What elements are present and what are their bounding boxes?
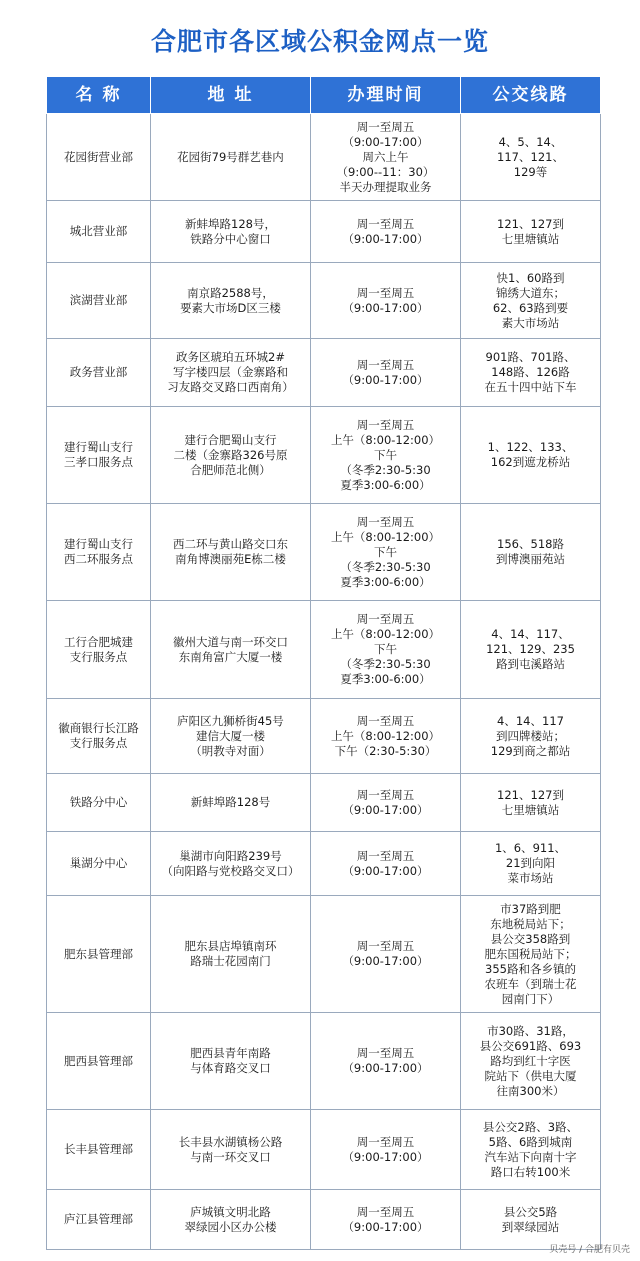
bus-route-cell-line: 到博澳丽苑站 [496, 552, 565, 566]
hours-cell-line: 周一至周五 [356, 216, 415, 231]
hours-cell-line: 下午 [374, 447, 397, 462]
bus-route-cell-line: 162到遮龙桥站 [490, 455, 571, 469]
address-cell-line: 与南一环交叉口 [190, 1149, 271, 1164]
branch-name-cell [47, 774, 151, 832]
bus-route-cell [461, 601, 601, 699]
hours-cell-line: 上午（8:00-12:00） [330, 529, 441, 544]
table-row [47, 699, 601, 774]
hours-cell-line: 周一至周五 [356, 417, 415, 432]
bus-route-cell-line: 21到向阳 [505, 856, 556, 870]
address-cell-line: 西二环与黄山路交口东 [173, 537, 288, 551]
address-cell-line: 新蚌埠路128号， [185, 216, 276, 231]
branch-name-cell-line: 铁路分中心 [69, 795, 128, 809]
address-cell-line: 肥东县店埠镇南环 [184, 939, 277, 953]
hours-cell-line: 周一至周五 [356, 713, 415, 728]
bus-route-cell-line: 县公交358路到 [490, 931, 571, 946]
branch-name-cell-line: 工行合肥城建 [64, 634, 133, 649]
hours-cell-line: （9:00-17:00） [342, 863, 429, 878]
branch-name-cell [47, 1190, 151, 1250]
branch-name-cell [47, 114, 151, 201]
hours-cell-line: 上午（8:00-12:00） [330, 728, 441, 743]
address-cell-line: 肥西县青年南路 [190, 1046, 271, 1060]
bus-route-cell-line: 县公交691路、693 [479, 1038, 582, 1053]
table-row [47, 1110, 601, 1190]
address-cell [151, 504, 311, 601]
hours-cell [311, 114, 461, 201]
branch-name-cell [47, 504, 151, 601]
bus-route-cell [461, 1190, 601, 1250]
address-cell-line: （明教寺对面） [190, 743, 271, 758]
branch-name-cell-line: 三孝口服务点 [64, 455, 133, 469]
hours-cell-line: 夏季3:00-6:00） [340, 477, 431, 492]
hours-cell [311, 1013, 461, 1110]
address-cell [151, 339, 311, 407]
table-row [47, 896, 601, 1013]
hours-cell-line: （9:00-17:00） [342, 802, 429, 817]
bus-route-cell-line: 七里塘镇站 [501, 231, 560, 246]
address-cell-line: 东南角富广大厦一楼 [178, 649, 283, 664]
bus-route-cell-line: 快1、60路到 [496, 270, 565, 285]
address-cell-line: 路瑞士花园南门 [190, 954, 271, 968]
bus-route-cell-line: 1、6、911、 [494, 841, 567, 855]
bus-route-cell-line: 县公交2路、3路、 [482, 1119, 579, 1134]
hours-cell-line: （9:00-17:00） [342, 300, 429, 315]
bus-route-cell-line: 148路、126路 [491, 365, 570, 379]
hours-cell-line: （冬季2:30-5:30 [340, 462, 431, 477]
bus-route-cell [461, 339, 601, 407]
footer-credit: 贝壳号 / 合肥有贝壳 [549, 1245, 630, 1255]
branch-name-cell-line: 滨湖营业部 [69, 293, 128, 307]
branch-name-cell-line: 建行蜀山支行 [64, 440, 133, 454]
hours-cell-line: 周一至周五 [356, 285, 415, 300]
hours-cell-line: 夏季3:00-6:00） [340, 672, 431, 686]
bus-route-cell [461, 1110, 601, 1190]
branch-name-cell-line: 城北营业部 [69, 224, 128, 238]
bus-route-cell-line: 市37路到肥 [500, 901, 561, 916]
table-row [47, 114, 601, 201]
address-cell [151, 407, 311, 504]
address-cell-line: 政务区琥珀五环城2# [176, 350, 285, 364]
bus-route-cell-line: 菜市场站 [507, 871, 554, 885]
branch-name-cell-line: 肥西县管理部 [64, 1053, 133, 1068]
address-cell-line: 合肥师范北侧） [190, 462, 271, 477]
hours-cell-line: 下午（2:30-5:30） [334, 743, 437, 758]
hours-cell-line: （9:00-17:00） [342, 954, 429, 968]
page-title: 合肥市各区域公积金网点一览 [150, 27, 489, 56]
branch-name-cell-line: 巢湖分中心 [69, 856, 128, 870]
address-cell-line: （向阳路与党校路交叉口） [161, 863, 300, 878]
hours-cell-line: 周一至周五 [356, 119, 415, 134]
branch-name-cell-line: 支行服务点 [69, 649, 128, 664]
address-cell-line: 南角博澳丽苑E栋二楼 [175, 552, 286, 566]
hours-cell [311, 407, 461, 504]
address-cell-line: 要素大市场D区三楼 [180, 300, 281, 315]
address-cell-line: 二楼（金寨路326号原 [173, 447, 288, 462]
hours-cell [311, 774, 461, 832]
address-cell-line: 习友路交叉路口西南角） [167, 380, 294, 394]
bus-route-cell [461, 407, 601, 504]
hours-cell-line: 夏季3:00-6:00） [340, 574, 431, 589]
address-cell [151, 263, 311, 339]
bus-route-cell [461, 896, 601, 1013]
header-bus: 公交线路 [461, 77, 601, 114]
hours-cell-line: （9:00-17:00） [342, 134, 429, 149]
address-cell-line: 巢湖市向阳路239号 [179, 848, 282, 863]
address-cell [151, 201, 311, 263]
branch-name-cell-line: 庐江县管理部 [64, 1212, 133, 1226]
hours-cell [311, 201, 461, 263]
hours-cell-line: （冬季2:30-5:30 [340, 657, 431, 671]
address-cell-line: 建信大厦一楼 [196, 728, 265, 743]
address-cell-line: 新蚌埠路128号 [190, 795, 271, 809]
header-row [47, 77, 601, 114]
hours-cell-line: （9:00-17:00） [342, 372, 429, 387]
bus-route-cell-line: 4、5、14、 [498, 134, 563, 149]
bus-route-cell-line: 121、129、235 [486, 642, 575, 656]
address-cell [151, 114, 311, 201]
bus-route-cell-line: 园南门下） [501, 991, 560, 1006]
hours-cell [311, 1190, 461, 1250]
hours-cell-line: 周一至周五 [356, 1204, 415, 1219]
bus-route-cell-line: 117、121、 [497, 149, 564, 164]
address-cell-line: 徽州大道与南一环交口 [173, 634, 288, 649]
hours-cell-line: 上午（8:00-12:00） [330, 432, 441, 447]
bus-route-cell-line: 62、63路到要 [492, 300, 569, 315]
hours-cell [311, 339, 461, 407]
bus-route-cell-line: 路均到红十字医 [490, 1053, 571, 1068]
bus-route-cell-line: 院站下（供电大厦 [484, 1068, 577, 1083]
table-row [47, 407, 601, 504]
bus-route-cell-line: 到四牌楼站； [496, 728, 565, 743]
table-row [47, 504, 601, 601]
bus-route-cell-line: 在五十四中站下车 [484, 380, 577, 394]
address-cell [151, 1013, 311, 1110]
hours-cell-line: 周一至周五 [356, 514, 415, 529]
address-cell-line: 庐城镇文明北路 [190, 1204, 271, 1219]
table-row [47, 832, 601, 896]
header-name: 名 称 [47, 77, 151, 114]
bus-route-cell-line: 1、122、133、 [487, 440, 574, 454]
bus-route-cell-line: 355路和各乡镇的 [485, 961, 576, 976]
bus-route-cell-line: 121、127到 [497, 787, 564, 802]
bus-route-cell-line: 129等 [513, 164, 548, 179]
address-cell-line: 长丰县水湖镇杨公路 [178, 1134, 283, 1149]
branch-name-cell-line: 长丰县管理部 [64, 1142, 133, 1156]
hours-cell-line: 周一至周五 [356, 612, 415, 626]
branch-name-cell-line: 西二环服务点 [64, 552, 133, 566]
branch-name-cell [47, 699, 151, 774]
hours-cell-line: （9:00--11：30） [336, 164, 435, 179]
hours-cell [311, 263, 461, 339]
hours-cell-line: （冬季2:30-5:30 [340, 559, 431, 574]
bus-route-cell-line: 4、14、117 [497, 713, 564, 728]
hours-cell-line: 周一至周五 [356, 787, 415, 802]
bus-route-cell-line: 农班车（到瑞士花 [484, 976, 577, 991]
hours-cell [311, 1110, 461, 1190]
hours-cell-line: 周一至周五 [356, 357, 415, 372]
hours-cell-line: 周一至周五 [356, 1134, 415, 1149]
bus-route-cell-line: 往南300米） [496, 1083, 565, 1098]
bus-route-cell-line: 肥东国税局站下； [484, 946, 577, 961]
header-hours: 办理时间 [311, 77, 461, 114]
bus-route-cell-line: 东地税局站下； [490, 916, 571, 931]
hours-cell-line: （9:00-17:00） [342, 1061, 429, 1075]
hours-cell [311, 504, 461, 601]
hours-cell-line: 下午 [374, 642, 397, 656]
branch-name-cell-line: 支行服务点 [69, 736, 128, 750]
address-cell-line: 花园街79号群艺巷内 [177, 149, 284, 164]
branch-name-cell [47, 201, 151, 263]
address-cell [151, 601, 311, 699]
table-row [47, 601, 601, 699]
bus-route-cell-line: 901路、701路、 [485, 350, 576, 364]
hours-cell-line: （9:00-17:00） [342, 231, 429, 246]
bus-route-cell [461, 504, 601, 601]
hours-cell [311, 896, 461, 1013]
hours-cell [311, 601, 461, 699]
table-row [47, 263, 601, 339]
hours-cell-line: 周一至周五 [356, 939, 415, 953]
bus-route-cell-line: 路口右转100米 [490, 1164, 571, 1179]
hours-cell-line: 上午（8:00-12:00） [330, 627, 441, 641]
hours-cell-line: 周一至周五 [356, 1046, 415, 1060]
bus-route-cell-line: 156、518路 [497, 537, 564, 551]
hours-cell-line: 下午 [374, 544, 397, 559]
hours-cell [311, 699, 461, 774]
branch-name-cell [47, 1110, 151, 1190]
branch-table [46, 76, 601, 1250]
hours-cell [311, 832, 461, 896]
branch-name-cell [47, 263, 151, 339]
bus-route-cell [461, 1013, 601, 1110]
branch-name-cell-line: 建行蜀山支行 [64, 537, 133, 551]
branch-name-cell-line: 花园街营业部 [64, 149, 133, 164]
bus-route-cell [461, 201, 601, 263]
table-row [47, 1013, 601, 1110]
address-cell [151, 896, 311, 1013]
address-cell [151, 699, 311, 774]
bus-route-cell-line: 4、14、117、 [491, 627, 570, 641]
table-row [47, 339, 601, 407]
address-cell [151, 1190, 311, 1250]
bus-route-cell [461, 832, 601, 896]
branch-name-cell-line: 政务营业部 [69, 365, 128, 379]
address-cell-line: 与体育路交叉口 [190, 1061, 271, 1075]
hours-cell-line: 周六上午 [362, 149, 409, 164]
bus-route-cell-line: 市30路、31路， [487, 1023, 574, 1038]
branch-name-cell [47, 407, 151, 504]
hours-cell-line: （9:00-17:00） [342, 1149, 429, 1164]
bus-route-cell [461, 774, 601, 832]
hours-cell-line: 周一至周五 [356, 848, 415, 863]
branch-name-cell-line: 徽商银行长江路 [58, 721, 139, 735]
branch-name-cell [47, 601, 151, 699]
hours-cell-line: 半天办理提取业务 [339, 179, 432, 194]
address-cell-line: 庐阳区九狮桥街45号 [177, 713, 284, 728]
address-cell [151, 1110, 311, 1190]
branch-name-cell [47, 832, 151, 896]
bus-route-cell-line: 锦绣大道东； [496, 285, 565, 300]
bus-route-cell-line: 七里塘镇站 [501, 802, 560, 817]
bus-route-cell-line: 5路、6路到城南 [488, 1134, 573, 1149]
bus-route-cell-line: 129到商之都站 [490, 743, 571, 758]
bus-route-cell-line: 到翠绿园站 [501, 1219, 560, 1234]
address-cell-line: 铁路分中心窗口 [190, 231, 271, 246]
address-cell [151, 832, 311, 896]
branch-name-cell-line: 肥东县管理部 [64, 946, 133, 961]
address-cell-line: 建行合肥蜀山支行 [184, 432, 277, 447]
table-row [47, 201, 601, 263]
branch-name-cell [47, 339, 151, 407]
bus-route-cell-line: 汽车站下向南十字 [484, 1149, 577, 1164]
branch-name-cell [47, 1013, 151, 1110]
bus-route-cell-line: 县公交5路 [503, 1204, 558, 1219]
table-row [47, 1190, 601, 1250]
bus-route-cell [461, 263, 601, 339]
bus-route-cell-line: 121、127到 [497, 216, 564, 231]
branch-name-cell [47, 896, 151, 1013]
bus-route-cell [461, 699, 601, 774]
bus-route-cell [461, 114, 601, 201]
table-row [47, 774, 601, 832]
hours-cell-line: （9:00-17:00） [342, 1219, 429, 1234]
address-cell-line: 翠绿园小区办公楼 [184, 1219, 277, 1234]
header-address: 地 址 [151, 77, 311, 114]
address-cell-line: 写字楼四层（金寨路和 [173, 365, 288, 379]
bus-route-cell-line: 素大市场站 [501, 315, 560, 330]
address-cell-line: 南京路2588号， [187, 285, 274, 300]
address-cell [151, 774, 311, 832]
bus-route-cell-line: 路到屯溪路站 [496, 657, 565, 671]
